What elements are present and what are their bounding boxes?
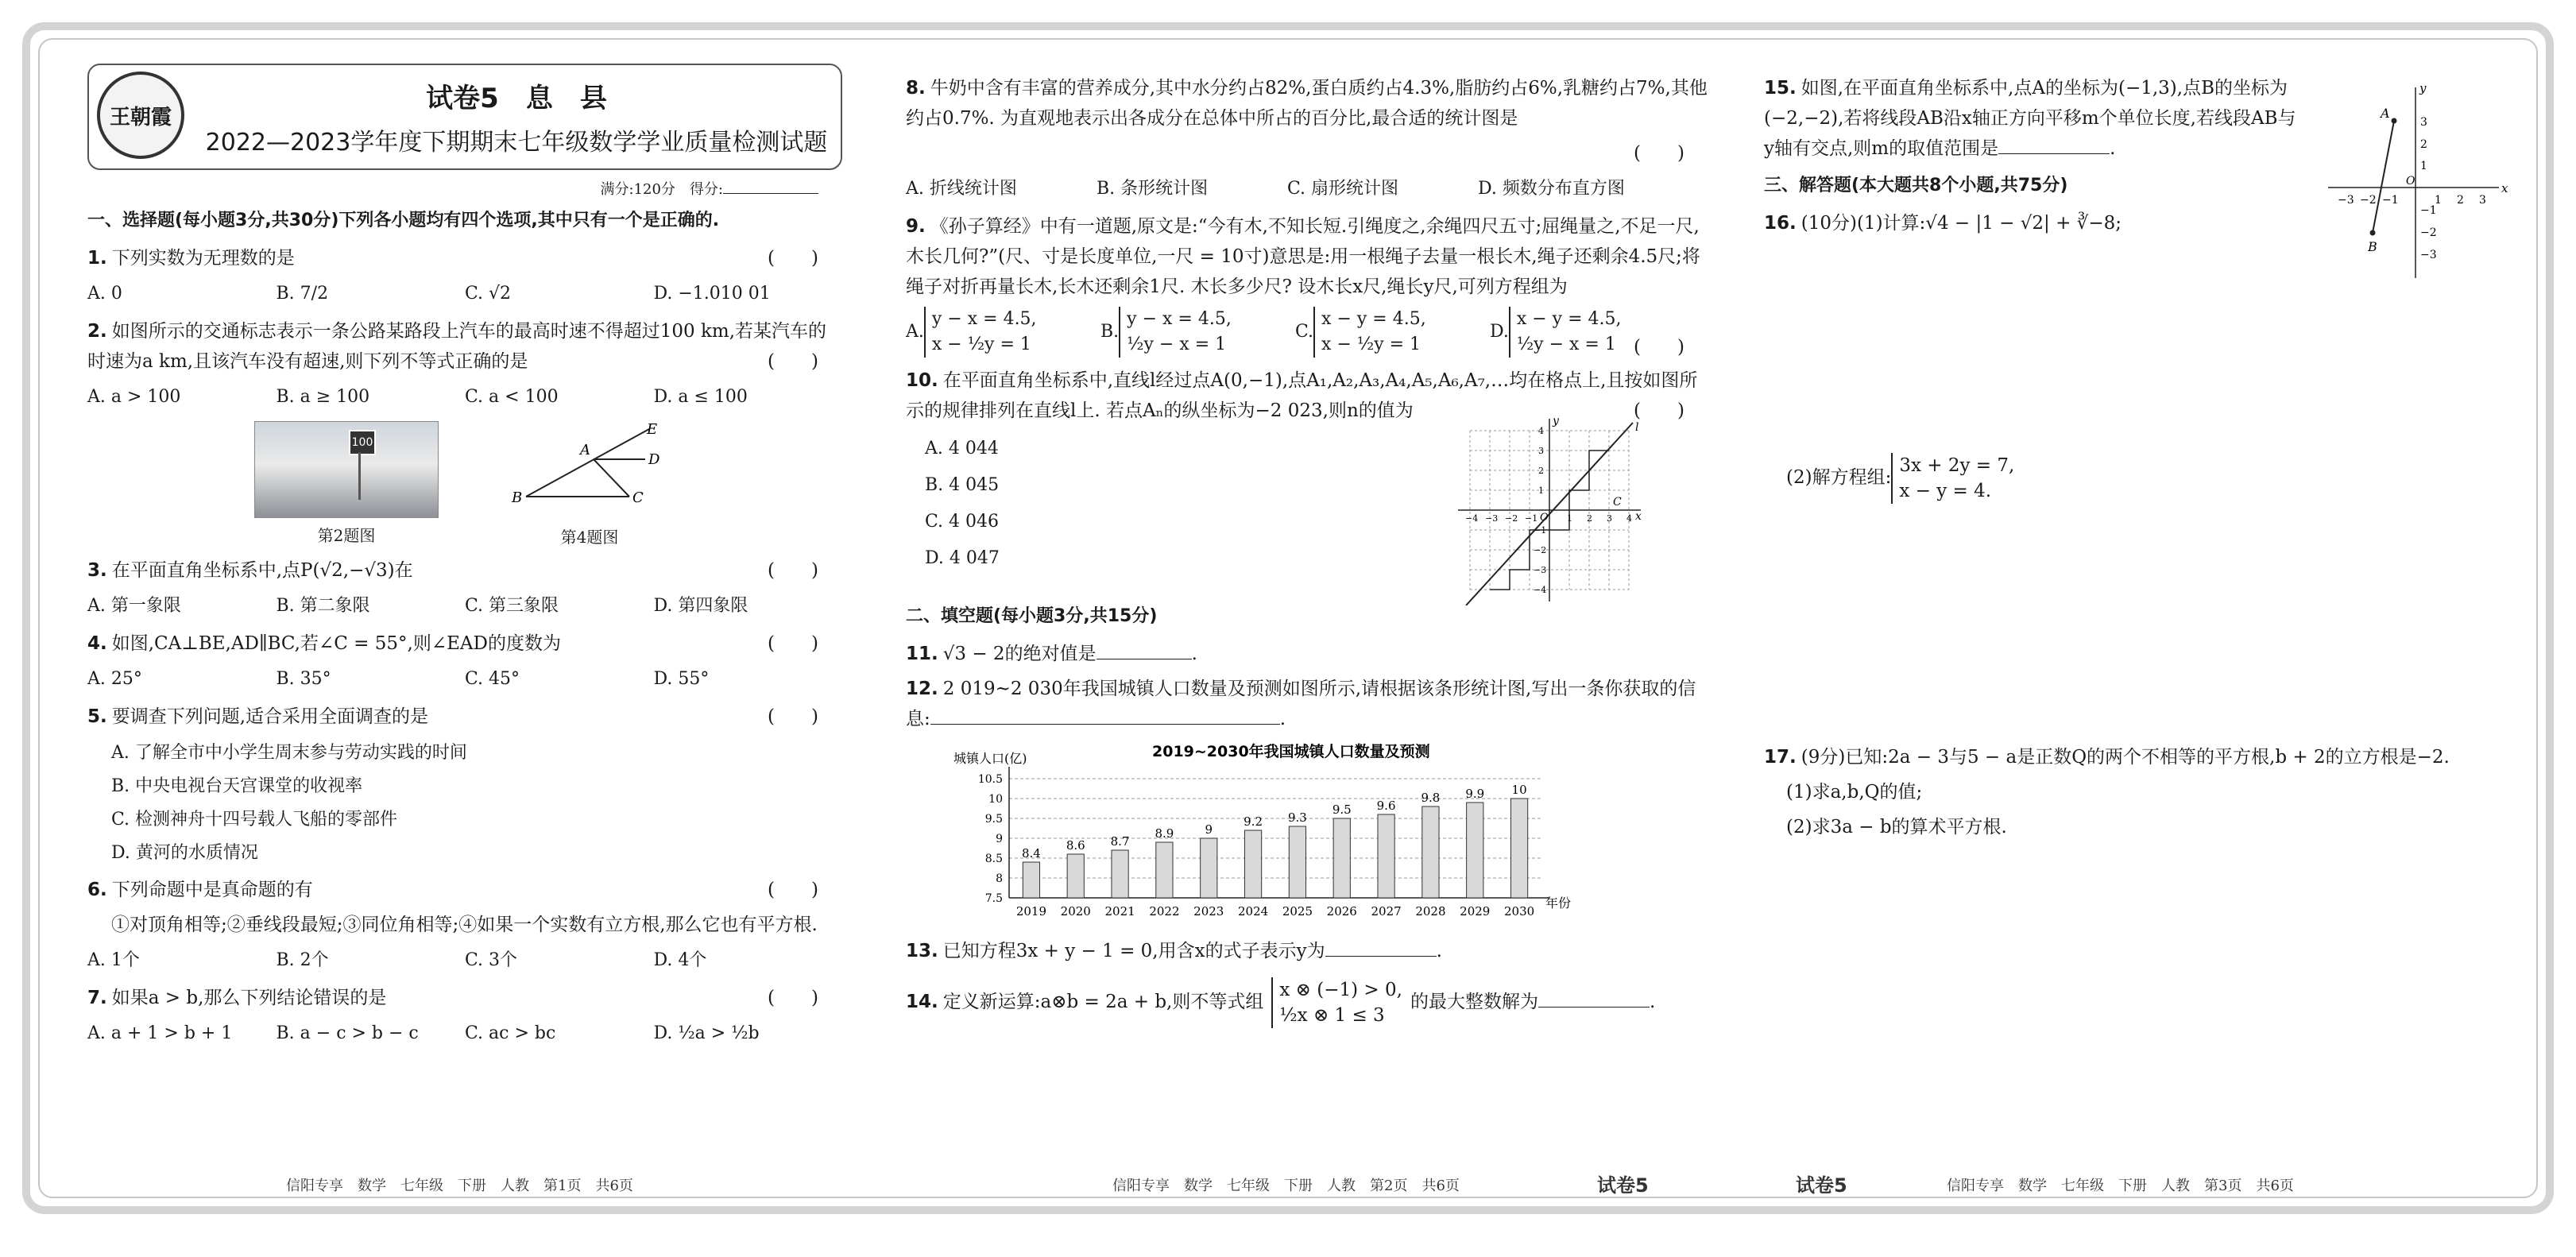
q7-options: A. a + 1 > b + 1 B. a − c > b − c C. ac > bc D. ½a > ½b	[87, 1023, 760, 1043]
footer-paper-no-right: 试卷5	[1796, 1174, 1847, 1197]
exam-title: 试卷5 息 县	[426, 83, 607, 114]
q6-statements: ①对顶角相等;②垂线段最短;③同位角相等;④如果一个实数有立方根,那么它也有平方根.	[111, 915, 818, 935]
footer-paper-no-left: 试卷5	[1597, 1174, 1649, 1197]
exam-header	[87, 64, 842, 170]
chart-bar	[1201, 838, 1217, 898]
question-6: 6. 下列命题中是真命题的有 ( )	[87, 880, 818, 900]
section-3-title: 三、解答题(本大题共8个小题,共75分)	[1764, 176, 2068, 195]
chart-x-tick: 2026	[1326, 904, 1357, 919]
q15-answer-blank[interactable]	[1998, 153, 2110, 154]
chart-x-tick: 2021	[1104, 904, 1135, 919]
score-blank[interactable]	[723, 193, 818, 194]
q10-xtick: −2	[1505, 513, 1518, 524]
chart-x-tick: 2025	[1282, 904, 1313, 919]
chart-y-tick: 10.5	[977, 773, 1003, 786]
question-5: 5. 要调查下列问题,适合采用全面调查的是 ( )	[87, 706, 818, 727]
q15-coordinate-figure	[2320, 79, 2511, 286]
q15-x-axis-label: x	[2501, 181, 2508, 195]
question-2: 2. 如图所示的交通标志表示一条公路某路段上汽车的最高时速不得超过100 km,若某汽车的时速为a km,且该汽车没有超速,则下列不等式正确的是 ( )	[87, 321, 827, 372]
q10-ytick: 3	[1538, 446, 1544, 456]
question-1: 1. 下列实数为无理数的是 ( )	[87, 248, 818, 269]
q15-xtick: 1	[2435, 194, 2442, 207]
question-17: 17. (9分)已知:2a − 3与5 − a是正数Q的两个不相等的平方根,b + 2的立方根是−2.	[1764, 747, 2450, 768]
q15-ytick: 3	[2420, 116, 2427, 129]
figure-4	[510, 421, 669, 547]
chart-x-tick: 2029	[1460, 904, 1491, 919]
chart-bar	[1467, 803, 1483, 898]
chart-bar	[1289, 826, 1305, 898]
q10-body	[906, 415, 1708, 595]
q15-xtick: −1	[2382, 194, 2399, 207]
chart-bar	[1378, 814, 1394, 898]
fig4-label-e: E	[647, 421, 658, 438]
q10-ytick: 4	[1538, 426, 1544, 436]
chart-bar	[1156, 842, 1173, 898]
chart-title: 2019~2030年我国城镇人口数量及预测	[1152, 743, 1430, 760]
chart-y-tick: 7.5	[984, 892, 1003, 905]
column-1	[87, 64, 842, 1056]
column-2	[906, 64, 1708, 1033]
figures-row	[254, 421, 842, 547]
q17-part-2: (2)求3a − b的算术平方根.	[1786, 817, 2007, 837]
fig4-label-d: D	[648, 451, 660, 468]
speed-limit-sign: 100	[349, 430, 376, 455]
exam-subtitle: 2022—2023学年度下期期末七年级数学学业质量检测试题	[205, 129, 828, 157]
chart-bar	[1023, 862, 1039, 898]
figure-4-diagram	[510, 421, 669, 516]
chart-x-tick: 2028	[1415, 904, 1446, 919]
chart-x-tick: 2027	[1371, 904, 1402, 919]
q10-ytick: 1	[1538, 485, 1544, 496]
fig4-label-c: C	[632, 489, 644, 506]
footer-page-1: 信阳专享 数学 七年级 下册 人教 第1页 共6页	[286, 1178, 633, 1194]
q2-options: A. a > 100 B. a ≥ 100 C. a < 100 D. a ≤ 100	[87, 387, 748, 407]
q15-y-axis-label: y	[2419, 81, 2427, 95]
q17-part-1: (1)求a,b,Q的值;	[1786, 782, 1923, 803]
population-bar-chart	[953, 739, 1589, 930]
chart-x-tick: 2030	[1503, 904, 1535, 919]
question-11: 11. √3 − 2的绝对值是 .	[906, 644, 1197, 664]
q10-x-axis-label: x	[1635, 510, 1642, 523]
q1-options: A. 0 B. 7/2 C. √2 D. −1.010 01	[87, 284, 771, 304]
question-15: 15. 如图,在平面直角坐标系中,点A的坐标为(−1,3),点B的坐标为(−2,−2),若将线段AB沿x轴正方向平移m个单位长度,若线段AB与y轴有交点,则m的取值范围是 .	[1764, 78, 2296, 159]
footer-page-3: 信阳专享 数学 七年级 下册 人教 第3页 共6页	[1947, 1178, 2294, 1194]
q8-paren-line: ( )	[1634, 143, 1684, 164]
chart-data-label: 9	[1205, 822, 1213, 837]
fig4-label-a: A	[580, 442, 590, 458]
q16-part-2: (2)解方程组: 3x + 2y = 7, x − y = 4.	[1764, 453, 2503, 504]
q3-options: A. 第一象限 B. 第二象限 C. 第三象限 D. 第四象限	[87, 596, 748, 616]
q5-options: A. 了解全市中小学生周末参与劳动实践的时间 B. 中央电视台天宫课堂的收视率 C. 检测神舟十四号载人飞船的零部件 D. 黄河的水质情况	[111, 743, 467, 863]
chart-x-label: 年份	[1545, 895, 1572, 911]
chart-data-label: 10	[1511, 783, 1527, 797]
figure-2	[254, 421, 439, 547]
q15-xtick: 3	[2479, 194, 2486, 207]
figure-2-caption: 第2题图	[317, 526, 376, 545]
q15-ytick: 1	[2420, 160, 2427, 172]
chart-x-tick: 2023	[1193, 904, 1224, 919]
q15-ytick: −3	[2420, 249, 2437, 261]
q10-xtick: 2	[1587, 513, 1592, 524]
q10-ytick: −2	[1534, 545, 1547, 555]
q10-xtick: −1	[1525, 513, 1538, 524]
chart-data-label: 9.2	[1244, 814, 1263, 829]
q15-ytick: −1	[2420, 204, 2437, 217]
question-4: 4. 如图,CA⊥BE,AD∥BC,若∠C = 55°,则∠EAD的度数为 ( )	[87, 633, 818, 654]
chart-data-label: 9.5	[1332, 803, 1352, 817]
score-line: 满分:120分 得分:	[87, 178, 818, 199]
q10-origin-label: O	[1540, 512, 1549, 524]
question-8: 8. 牛奶中含有丰富的营养成分,其中水分约占82%,蛋白质约占4.3%,脂肪约占6%,乳糖约占7%,其他约占0.7%. 为直观地表示出各成分在总体中所占的百分比,最合适的统计图是	[906, 78, 1708, 129]
chart-y-tick: 8.5	[984, 853, 1003, 865]
chart-data-label: 9.9	[1465, 787, 1485, 801]
q15-xtick: −3	[2338, 194, 2354, 207]
chart-x-tick: 2022	[1149, 904, 1180, 919]
q14-answer-blank[interactable]	[1538, 1007, 1650, 1008]
question-10: 10. 在平面直角坐标系中,直线l经过点A(0,−1),点A₁,A₂,A₃,A₄,A₅,A₆,A₇,…均在格点上,且按如图所示的规律排列在直线l上. 若点Aₙ的纵坐标为−2 023,则n的值为 ( )	[906, 370, 1698, 421]
q15-point-b-label: B	[2368, 239, 2377, 254]
chart-data-label: 9.3	[1287, 810, 1307, 825]
chart-y-tick: 10	[988, 793, 1003, 806]
q10-grid-figure	[1454, 415, 1645, 605]
q15-origin-label: O	[2406, 175, 2415, 188]
q15-ytick: −2	[2420, 226, 2437, 239]
traffic-sign-photo	[254, 421, 439, 518]
column-3	[1764, 64, 2508, 847]
q10-point-c-label: C	[1613, 496, 1622, 509]
q10-ytick: −4	[1534, 585, 1547, 595]
chart-x-tick: 2024	[1237, 904, 1269, 919]
chart-x-tick: 2019	[1015, 904, 1047, 919]
chart-y-tick: 8	[996, 872, 1003, 885]
q10-xtick: 4	[1626, 513, 1632, 524]
chart-bar	[1510, 799, 1527, 898]
chart-bar	[1333, 818, 1350, 898]
chart-y-tick: 9	[996, 833, 1003, 845]
chart-data-label: 8.6	[1066, 838, 1085, 853]
question-13: 13. 已知方程3x + y − 1 = 0,用含x的式子表示y为 .	[906, 941, 1442, 961]
chart-bar	[1244, 830, 1261, 898]
q6-options: A. 1个 B. 2个 C. 3个 D. 4个	[87, 950, 707, 970]
q10-y-axis-label: y	[1553, 415, 1559, 427]
chart-data-label: 9.6	[1376, 799, 1396, 813]
q10-xtick: −3	[1485, 513, 1499, 524]
q12-answer-blank[interactable]	[930, 724, 1280, 725]
q15-ytick: 2	[2420, 138, 2427, 151]
figure-4-caption: 第4题图	[560, 528, 619, 547]
chart-y-tick: 9.5	[984, 813, 1003, 826]
q10-ytick: −1	[1534, 525, 1547, 536]
q10-xtick: 1	[1567, 513, 1572, 524]
question-3: 3. 在平面直角坐标系中,点P(√2,−√3)在 ( )	[87, 560, 818, 581]
q9-options: A. y − x = 4.5, x − ½y = 1 B. y − x = 4.5, ½y − x = 1 C. x − y = 4.5, x − ½y = 1 D. x − y = 4.5, ½y − x = 1	[906, 307, 1708, 358]
chart-data-label: 8.4	[1021, 846, 1041, 861]
q10-ytick: 2	[1538, 466, 1544, 476]
chart-data-label: 9.8	[1421, 791, 1441, 805]
question-16: 16. (10分)(1)计算:√4 − |1 − √2| + ∛−8;	[1764, 213, 2122, 234]
question-14: 14. 定义新运算:a⊗b = 2a + b,则不等式组 x ⊗ (−1) > 0, ½x ⊗ 1 ≤ 3 的最大整数解为 .	[906, 977, 1708, 1028]
q10-xtick: −4	[1465, 513, 1479, 524]
chart-data-label: 8.7	[1110, 834, 1130, 849]
q15-point-a-label: A	[2381, 106, 2390, 121]
brand-logo: 王朝霞	[97, 72, 184, 159]
question-7: 7. 如果a > b,那么下列结论错误的是 ( )	[87, 988, 818, 1008]
chart-bar	[1112, 850, 1128, 898]
q13-answer-blank[interactable]	[1325, 956, 1437, 957]
q15-xtick: −2	[2360, 194, 2377, 207]
chart-data-label: 8.9	[1155, 826, 1174, 841]
chart-bar	[1067, 854, 1084, 898]
q10-options: A. 4 044 B. 4 045 C. 4 046 D. 4 047	[925, 439, 1000, 568]
q4-options: A. 25° B. 35° C. 45° D. 55°	[87, 669, 710, 689]
q10-xtick: 3	[1607, 513, 1612, 524]
chart-y-label: 城镇人口(亿)	[953, 751, 1027, 766]
footer-page-2: 信阳专享 数学 七年级 下册 人教 第2页 共6页	[1112, 1178, 1460, 1194]
chart-bar	[1422, 806, 1439, 898]
q8-options: A. 折线统计图 B. 条形统计图 C. 扇形统计图 D. 频数分布直方图	[906, 179, 1625, 199]
section-1-title: 一、选择题(每小题3分,共30分)下列各小题均有四个选项,其中只有一个是正确的.	[87, 211, 720, 230]
fig4-label-b: B	[512, 489, 523, 506]
chart-x-tick: 2020	[1060, 904, 1091, 919]
q10-line-label: l	[1635, 421, 1639, 434]
question-12: 12. 2 019~2 030年我国城镇人口数量及预测如图所示,请根据该条形统计图,写出一条你获取的信息: .	[906, 679, 1696, 729]
section-2-title: 二、填空题(每小题3分,共15分)	[906, 606, 1158, 626]
q15-xtick: 2	[2457, 194, 2464, 207]
q10-ytick: −3	[1534, 565, 1547, 575]
question-9: 9. 《孙子算经》中有一道题,原文是:“今有木,不知长短.引绳度之,余绳四尺五寸;屈绳量之,不足一尺,木长几何?”(尺、寸是长度单位,一尺 = 10寸)意思是:用一根绳子去量一根长木,绳子还剩余4.5尺;将绳子对折再量长木,长木还剩余1尺. 木长多少尺? 设木长x尺,绳长y尺,可列方程组为 ( )	[906, 216, 1700, 358]
